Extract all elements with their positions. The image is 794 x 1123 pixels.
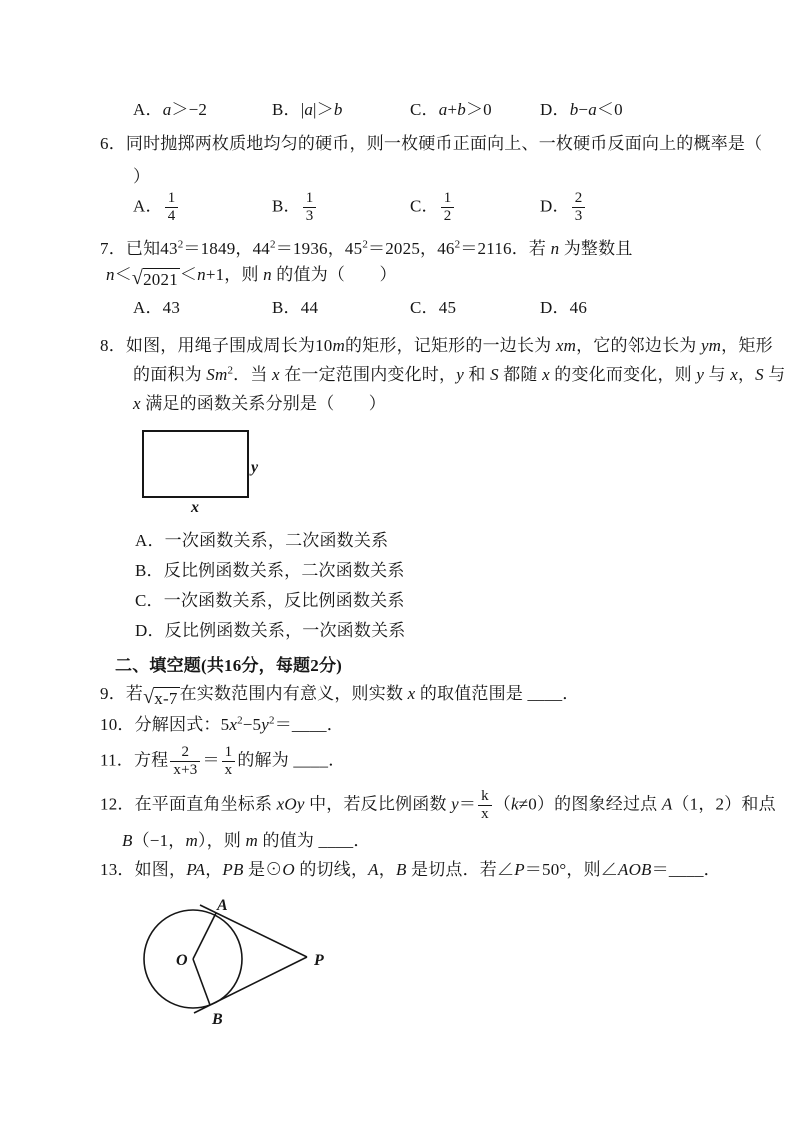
fraction: $\frac{2}{x+3}$ xyxy=(170,744,200,780)
q6-text-line-2: ） xyxy=(133,167,151,186)
q6-option-c: C． $\frac{1}{2}$ xyxy=(410,190,456,226)
q12-text-line-2: B（−1，m），则 m 的值为 ____． xyxy=(122,831,371,850)
q7-text-line-1: 7．已知$43^2=1849$，$44^2=1936$，$45^2=2025$，$46^2=2116$．若 n 为整数且 xyxy=(100,238,633,258)
fraction: $\frac{1}{3}$ xyxy=(303,190,317,226)
q13-text: 13．如图，PA，PB 是⊙O 的切线，A，B 是切点．若∠P＝50°，则∠AOB＝____． xyxy=(100,860,721,879)
q6-option-a: A． $\frac{1}{4}$ xyxy=(133,190,180,226)
q7-option-d: D．46 xyxy=(540,298,588,317)
square-root: √ 2021 xyxy=(131,267,178,289)
tangent-line-pb xyxy=(194,957,307,1013)
q7-option-c: C．45 xyxy=(410,298,457,317)
fraction: $\frac{1}{2}$ xyxy=(441,190,455,226)
q7-option-a: A．43 xyxy=(133,298,181,317)
q8-rectangle-figure xyxy=(138,426,273,518)
q6-option-b: B． $\frac{1}{3}$ xyxy=(272,190,318,226)
point-p-label: P xyxy=(314,952,324,969)
q6-option-d: D． $\frac{2}{3}$ xyxy=(540,190,587,226)
q5-option-d: D．b−a＜0 xyxy=(540,100,623,119)
fraction: $\frac{2}{3}$ xyxy=(572,190,586,226)
q7-option-b: B．44 xyxy=(272,298,319,317)
q8-option-c: C．一次函数关系，反比例函数关系 xyxy=(135,591,405,610)
q5-option-a: A．a＞−2 xyxy=(133,100,208,119)
rect-height-label: y xyxy=(251,459,259,476)
q5-option-b: B．|a|＞b xyxy=(272,100,343,119)
radius-oa xyxy=(193,913,216,959)
q8-option-b: B．反比例函数关系，二次函数关系 xyxy=(135,561,405,580)
q8-option-a: A．一次函数关系，二次函数关系 xyxy=(135,531,389,550)
fraction: $\frac{1}{4}$ xyxy=(165,190,179,226)
q12-text-line-1: 12．在平面直角坐标系 xOy 中，若反比例函数 y＝ $\frac{k}{x}$ （k≠0）的图象经过点 A（1，2）和点 xyxy=(100,788,776,823)
q9-text: 9．若 √ x-7 在实数范围内有意义，则实数 x 的取值范围是 ____． xyxy=(100,684,580,708)
q5-option-c: C．a+b＞0 xyxy=(410,100,492,119)
q8-text-line-1: 8．如图，用绳子围成周长为10m的矩形，记矩形的一边长为 xm，它的邻边长为 ym，矩形 xyxy=(100,336,773,355)
q10-text: 10．分解因式：$5x^2-5y^2=\_\_\_\_$． xyxy=(100,714,344,734)
center-o-label: O xyxy=(176,952,188,969)
rect-width-label: x xyxy=(191,499,199,516)
section-2-header: 二、填空题(共16分，每题2分) xyxy=(115,656,343,675)
fraction: $\frac{k}{x}$ xyxy=(478,788,492,824)
q8-text-line-3: x 满足的函数关系分别是（ ） xyxy=(133,394,386,413)
point-a-label: A xyxy=(217,897,228,914)
fraction: $\frac{1}{x}$ xyxy=(222,744,236,780)
square-root: √ x-7 xyxy=(143,686,178,708)
q11-text: 11．方程 $\frac{2}{x+3}$ ＝ $\frac{1}{x}$ 的解为 ____． xyxy=(100,744,346,779)
point-b-label: B xyxy=(212,1011,223,1028)
radius-ob xyxy=(193,959,210,1005)
rectangle-shape xyxy=(143,431,248,497)
q6-text-line-1: 6．同时抛掷两枚质地均匀的硬币，则一枚硬币正面向上、一枚硬币反面向上的概率是（ xyxy=(100,134,763,153)
q13-circle-figure xyxy=(130,892,340,1032)
q8-text-line-2: 的面积为 Sm$^2$．当 x 在一定范围内变化时，y 和 S 都随 x 的变化而变化，则 y 与 x，S 与 xyxy=(133,364,786,384)
q7-text-line-2: n＜ √ 2021 ＜n+1，则 n 的值为（ ） xyxy=(106,265,397,289)
q8-option-d: D．反比例函数关系，一次函数关系 xyxy=(135,621,406,640)
